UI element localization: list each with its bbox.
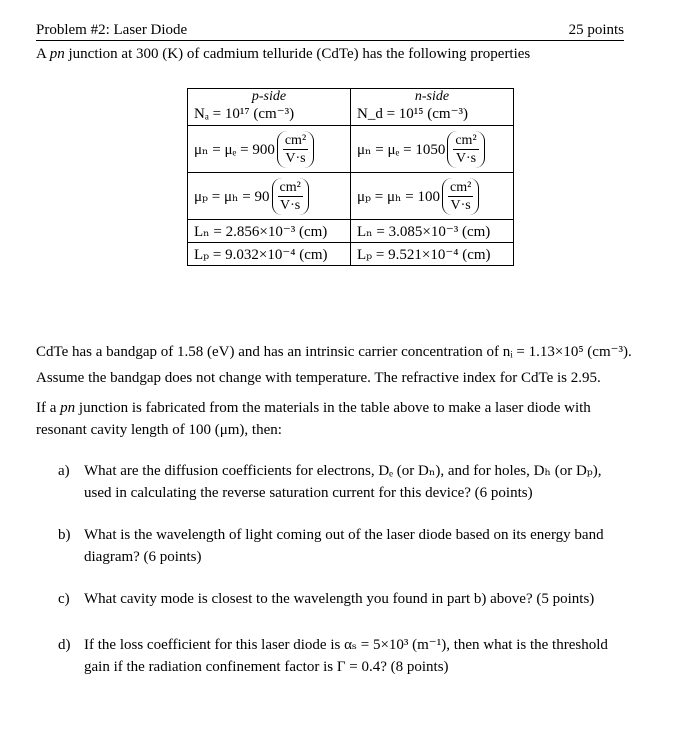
unit-numerator: cm² bbox=[450, 179, 472, 195]
problem-title: Problem #2: Laser Diode bbox=[36, 22, 188, 38]
points-value: 25 points bbox=[568, 22, 624, 38]
question-text-line1: What are the diffusion coefficients for electrons, Dₑ (or Dₙ), and for holes, Dₕ (or Dₚ), bbox=[84, 463, 602, 479]
p-electron-mobility-cell bbox=[188, 126, 351, 173]
question-text-line2: gain if the radiation confinement factor is Γ = 0.4? (8 points) bbox=[84, 659, 449, 675]
n-side-header: n-side bbox=[414, 89, 450, 104]
n-hole-mobility: μₚ = μₕ = 100 bbox=[357, 188, 440, 205]
unit-denominator: V·s bbox=[285, 150, 306, 166]
intro-rest: junction at 300 (K) of cadmium telluride (CdTe) has the following properties bbox=[64, 46, 531, 62]
n-side-header-cell bbox=[351, 89, 514, 126]
unit-denominator: V·s bbox=[280, 197, 301, 213]
n-doping: N_d = 10¹⁵ (cm⁻³) bbox=[357, 106, 468, 122]
setup-lead: If a bbox=[36, 400, 61, 416]
question-label: b) bbox=[58, 527, 71, 543]
n-hole-mobility-cell bbox=[351, 173, 514, 220]
unit-numerator: cm² bbox=[455, 132, 477, 148]
mobility-unit bbox=[277, 131, 314, 168]
intro-pn: pn bbox=[49, 46, 65, 62]
intro-text bbox=[36, 46, 530, 63]
bandgap-paragraph: CdTe has a bandgap of 1.58 (eV) and has an intrinsic carrier concentration of nᵢ = 1.13×10⁵ (cm⁻³). bbox=[36, 344, 632, 360]
n-hole-diffusion-length: Lₚ = 9.521×10⁻⁴ (cm) bbox=[351, 243, 514, 266]
question-label: d) bbox=[58, 637, 71, 653]
n-electron-diffusion-length: Lₙ = 3.085×10⁻³ (cm) bbox=[351, 220, 514, 243]
mobility-unit bbox=[442, 178, 479, 215]
unit-numerator: cm² bbox=[279, 179, 301, 195]
p-hole-diffusion-length: Lₚ = 9.032×10⁻⁴ (cm) bbox=[188, 243, 351, 266]
unit-denominator: V·s bbox=[450, 197, 471, 213]
question-text-line1: What cavity mode is closest to the wavelength you found in part b) above? (5 points) bbox=[84, 591, 595, 607]
properties-table bbox=[187, 88, 514, 266]
problem-header bbox=[36, 22, 624, 41]
mobility-unit bbox=[272, 178, 309, 215]
n-electron-mobility-cell bbox=[351, 126, 514, 173]
mobility-unit bbox=[447, 131, 484, 168]
question-label: c) bbox=[58, 591, 70, 607]
assumption-paragraph: Assume the bandgap does not change with temperature. The refractive index for CdTe is 2.95. bbox=[36, 370, 601, 386]
question-text-line2: used in calculating the reverse saturation current for this device? (6 points) bbox=[84, 485, 533, 501]
p-electron-mobility: μₙ = μₑ = 900 bbox=[194, 141, 275, 158]
p-side-header: p-side bbox=[251, 89, 287, 104]
question-label: a) bbox=[58, 463, 70, 479]
p-doping: Nₐ = 10¹⁷ (cm⁻³) bbox=[194, 106, 295, 122]
p-hole-mobility: μₚ = μₕ = 90 bbox=[194, 188, 270, 205]
question-text-line2: diagram? (6 points) bbox=[84, 549, 202, 565]
unit-denominator: V·s bbox=[455, 150, 477, 166]
setup-pn: pn bbox=[60, 400, 76, 416]
unit-numerator: cm² bbox=[284, 132, 307, 148]
p-side-header-cell bbox=[188, 89, 351, 126]
n-electron-mobility: μₙ = μₑ = 1050 bbox=[357, 141, 446, 158]
intro-lead: A bbox=[36, 46, 50, 62]
question-text-line1: If the loss coefficient for this laser diode is αₛ = 5×10³ (m⁻¹), then what is the threshold bbox=[84, 637, 608, 653]
p-hole-mobility-cell bbox=[188, 173, 351, 220]
setup-paragraph bbox=[36, 396, 656, 420]
cavity-paragraph: resonant cavity length of 100 (μm), then: bbox=[36, 422, 282, 438]
question-text-line1: What is the wavelength of light coming out of the laser diode based on its energy band bbox=[84, 527, 604, 543]
p-electron-diffusion-length: Lₙ = 2.856×10⁻³ (cm) bbox=[188, 220, 351, 243]
setup-rest: junction is fabricated from the materials in the table above to make a laser diode with bbox=[75, 400, 591, 416]
